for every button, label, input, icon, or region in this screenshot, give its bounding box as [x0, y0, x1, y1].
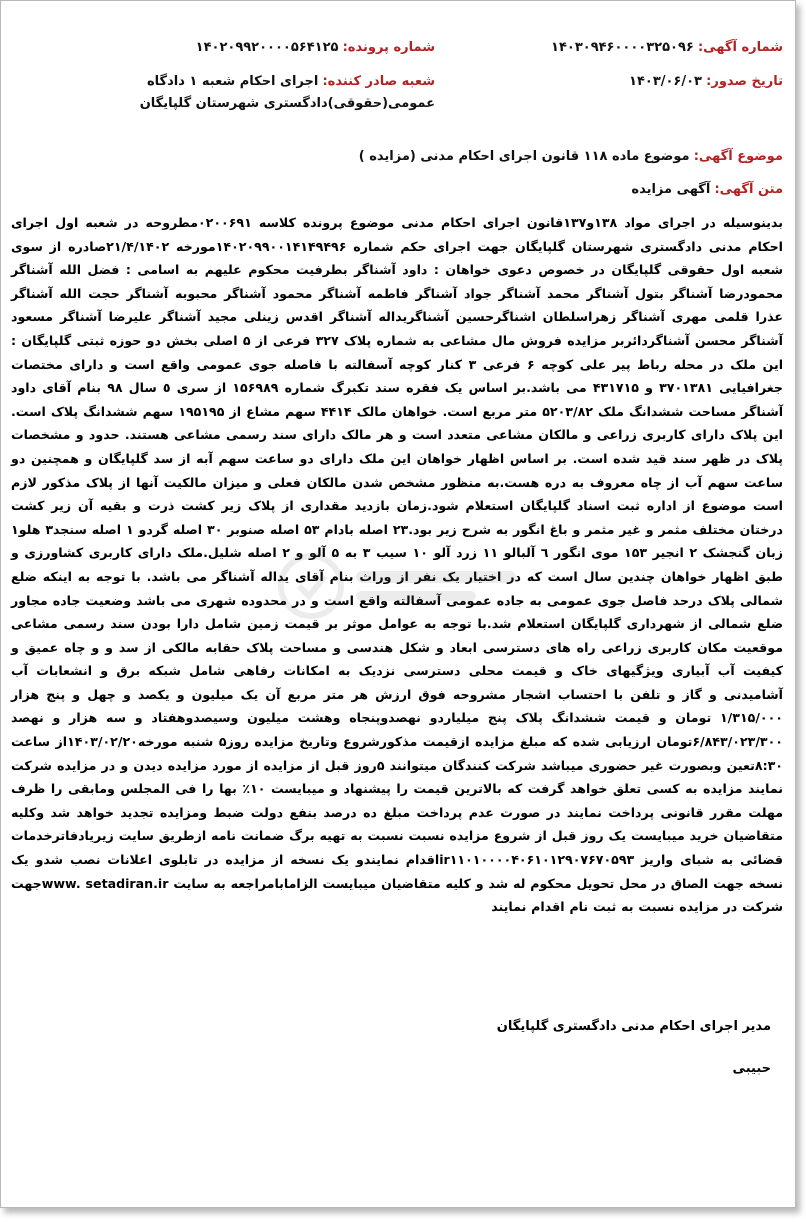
notice-number-value: ۱۴۰۳۰۹۴۶۰۰۰۰۳۲۵۰۹۶	[551, 40, 694, 55]
notice-number-row	[551, 37, 783, 59]
issuing-branch-row	[75, 71, 435, 115]
subject-row	[359, 146, 783, 168]
issuing-branch-label: شعبه صادر کننده:	[322, 74, 435, 89]
issuing-branch-value: اجرای احکام شعبه ۱ دادگاه عمومی(حقوقی)دادگستری شهرستان گلپایگان	[139, 74, 435, 111]
notice-text-row	[631, 179, 783, 201]
notice-text-title: آگهی مزایده	[631, 182, 711, 197]
signer-name: حبیبی	[732, 1061, 771, 1076]
signer-title: مدیر اجرای احکام مدنی دادگستری گلپایگان	[496, 1019, 771, 1034]
subject-value: موضوع ماده ۱۱۸ قانون اجرای احکام مدنی (مزایده )	[358, 149, 690, 164]
case-number-value: ۱۴۰۲۰۹۹۲۰۰۰۰۵۶۴۱۲۵	[195, 40, 339, 55]
case-number-row	[196, 37, 435, 59]
subject-label: موضوع آگهی:	[693, 149, 783, 164]
issue-date-value: ۱۴۰۳/۰۶/۰۳	[629, 74, 702, 89]
case-number-label: شماره پرونده:	[342, 40, 435, 55]
issue-date-label: تاریخ صدور:	[706, 74, 783, 89]
issue-date-row	[629, 71, 783, 93]
notice-number-label: شماره آگهی:	[697, 40, 783, 55]
notice-text-label: متن آگهی:	[714, 182, 783, 197]
notice-body-paragraph: بدینوسیله در اجرای مواد ۱۳۸و۱۳۷قانون اجرای احکام مدنی موضوع پرونده کلاسه ۰۲۰۰۶۹۱مطروحه در شعبه اول اجرای احکام مدنی دادگستری شهرستان گلپایگان جهت اجرای حکم شماره ۱۴۰۲۰۹۹۰۰۱۴۱۴۹۴۹۶مورخه ۲۱/۴/۱۴۰۲صادره از سوی شعبه اول حقوقی گلپایگان در خصوص دعوی خواهان : داود آشناگر بطرفیت محکوم علیهم به اسامی : فضل الله آشناگر محمودرضا آشناگر بتول آشناگر محمد آشناگر جواد آشناگر فاطمه آشناگر محمود آشناگر محبوبه آشناگر حجت الله آشناگر عذرا قلمی مهری آشناگر زهراسلطان اشناگرحسین آشناگریداله آشناگر اقدس زینلی مجید آشناگر علیرضا آشناگر مسعود آشناگر محسن آشناگردائربر مزایده فروش مال مشاعی به شماره پلاک ۳۲۷ فرعی از ۵ اصلی بخش دو حوزه ثبتی گلپایگان : این ملک در محله رباط پیر علی کوچه ۶ فرعی ۳ کنار کوچه آسفالته با فاصله جوی عمومی واقع است و دارای مختصات جغرافیایی ۳۷۰۱۳۸۱ و ۴۳۱۷۱۵ می باشد.بر اساس یک فقره سند تکبرگ شماره ۱۵۶۹۸۹ از سری ٥ سال ۹۸ بنام آقای داود آشناگر مساحت ششدانگ ملک ۵۲۰۳/۸۲ متر مربع است. خواهان مالک ۴۴۱۴ سهم مشاع از ۱۹۵۱۹۵ سهم ششدانگ پلاک است. این پلاک دارای کاربری زراعی و مالکان مشاعی متعدد است و هر مالک دارای سند رسمی مشاعی هستند. حدود و مشخصات پلاک در ظهر سند قید شده است. بر اساس اظهار خواهان این ملک دارای دو ساعت سهم آبه از سد گلپایگان و همچنین دو ساعت سهم آب از چاه معروف به دره هست.به منظور مشخص شدن مالکان فعلی و میزان مالکیت آنها از پلاک مذکور لازم است موضوع از اداره ثبت اسناد گلپایگان استعلام شود.زمان بازدید مقداری از پلاک زیر کشت ذرت و بقیه آن زیر کشت درختان مختلف مثمر و غیر مثمر و باغ انگور به شرح زیر بود.۲۳ اصله بادام ۵۳ اصله صنوبر ۳۰ اصله گردو ۱ اصله سنجد۳ هلو۱ زبان گنجشک ۲ انجیر ۱۵۳ موی انگور ٦ آلبالو ۱۱ زرد آلو ۱۰ سیب ۳ به ۵ آلو و ۲ اصله شلیل.ملک دارای کاربری کشاورزی و طبق اظهار خواهان چندین سال است که در اختیار یک نفر از وراث بنام آقای یداله آشناگر می باشد. با توجه به اینکه ضلع شمالی پلاک درحد فاصل جوی عمومی به جاده عمومی آسفالته واقع است و در محدوده شهری می باشد وضعیت جاده مجاور ضلع شمالی از شهرداری گلپایگان استعلام شد.با توجه به عوامل موثر بر قیمت زمین شامل دارا بودن سند رسمی مشاعی موقعیت مکان کاربری زراعی راه های دسترسی ابعاد و شکل هندسی و مساحت پلاک حقابه مالکی از سد و و چاه عمیق و کیفیت آب آبیاری ویژگیهای خاک و قیمت محلی دسترسی نزدیک به امکانات رفاهی شامل شبکه برق و انشعابات آب آشامیدنی و گاز و تلفن با احتساب اشجار مشروحه فوق ارزش هر متر مربع آن یک میلیون و یکصد و چهل و پنج هزار ۱/۳۱۵/۰۰۰ تومان و قیمت ششدانگ پلاک پنج میلیاردو نهصدوپنجاه وهشت میلیون وسیصدوهفتاد و سه هزار و نهصد ۶/۸۴۳/۰۲۳/۳۰۰تومان ارزیابی شده که مبلغ مزایده ازقیمت مذکورشروع وتاریخ مزایده روز۵ شنبه مورخه۱۴۰۳/۰۲/۲۰از ساعت ۸:۳۰تعین وبصورت غیر حضوری میباشد شرکت کنندگان میتوانند ۵روز قبل از مزایده از مورد مزایده دیدن و در مزایده شرکت نمایند مزایده به کسی تعلق خواهد گرفت که بالاترین قیمت را پیشنهاد و میبایست ۱۰٪ بها را فی المجلس ومابقی را ظرف مهلت مقرر قانونی پرداخت نمایند در صورت عدم پرداخت مبلغ ده درصد بنفع دولت ضبط ومزایده تجدید خواهد شد وکلیه متقاضیان خرید میبایست یک روز قبل از شروع مزایده نسبت نسبت به تهیه برگ ضمانت نامه ازطریق سایت زیریادفاترخدمات قضائی به شبای واریز ir۱۱۰۱۰۰۰۰۴۰۶۱۰۱۲۹۰۷۶۷۰۵۹۳اقدام نمایندو یک نسخه از مزایده در تابلوی اعلانات نصب شدو یک نسخه جهت الصاق در محل تحویل محکوم له شد و کلیه متقاضیان میبایست الزامابامراجعه به سایت www. setadiran.irجهت شرکت در مزایده نسبت به ثبت نام اقدام نمایند	[11, 215, 784, 915]
